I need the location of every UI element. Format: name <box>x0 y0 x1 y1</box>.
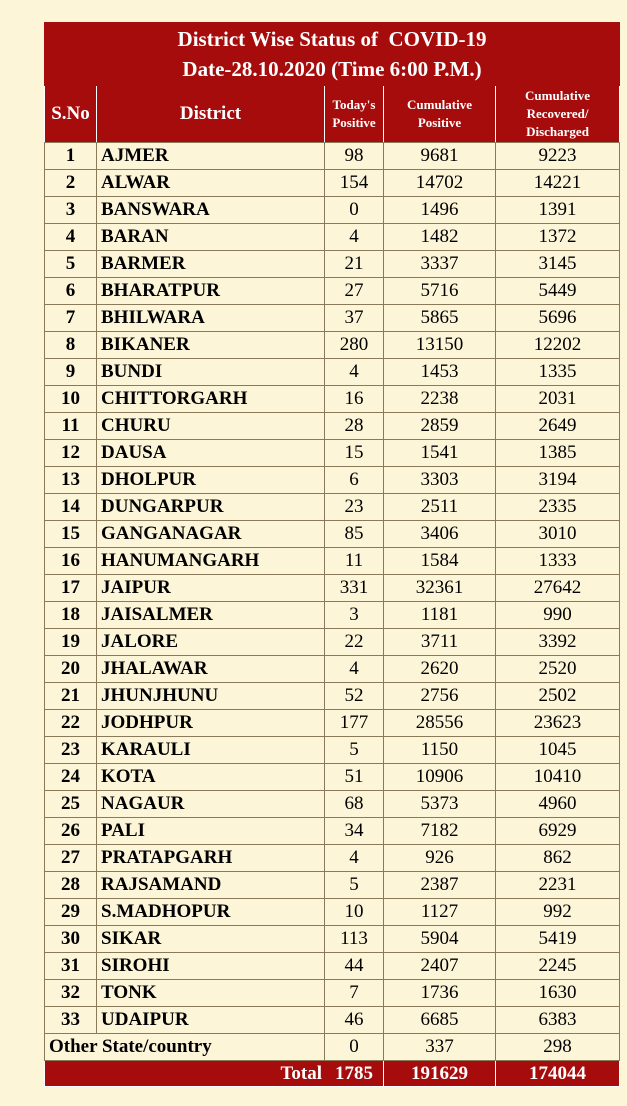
row-cumulative-positive: 13150 <box>384 332 496 359</box>
row-today-positive: 85 <box>325 521 384 548</box>
column-header-row <box>45 86 620 143</box>
row-today-positive: 15 <box>325 440 384 467</box>
row-cumulative-positive: 2407 <box>384 953 496 980</box>
covid-status-table-container <box>44 22 591 1087</box>
header-today-positive <box>325 86 384 143</box>
table-row <box>45 683 620 710</box>
row-district: DUNGARPUR <box>97 494 325 521</box>
row-district: NAGAUR <box>97 791 325 818</box>
row-cumulative-recovered: 3194 <box>496 467 620 494</box>
row-sno: 12 <box>45 440 97 467</box>
row-today-positive: 113 <box>325 926 384 953</box>
table-row <box>45 143 620 170</box>
row-cumulative-recovered: 1391 <box>496 197 620 224</box>
row-today-positive: 4 <box>325 359 384 386</box>
row-sno: 18 <box>45 602 97 629</box>
row-today-positive: 52 <box>325 683 384 710</box>
row-sno: 14 <box>45 494 97 521</box>
covid-status-table <box>44 22 620 1087</box>
row-cumulative-positive: 7182 <box>384 818 496 845</box>
table-title <box>45 23 620 86</box>
header-cum-rec-line2: Recovered/ <box>526 106 589 121</box>
row-district: KARAULI <box>97 737 325 764</box>
row-district: BHILWARA <box>97 305 325 332</box>
row-cumulative-positive: 3711 <box>384 629 496 656</box>
table-row <box>45 575 620 602</box>
row-cumulative-recovered: 5696 <box>496 305 620 332</box>
row-district: CHITTORGARH <box>97 386 325 413</box>
table-row <box>45 170 620 197</box>
row-district: AJMER <box>97 143 325 170</box>
row-today-positive: 68 <box>325 791 384 818</box>
row-cumulative-recovered: 1630 <box>496 980 620 1007</box>
row-district: S.MADHOPUR <box>97 899 325 926</box>
row-sno: 33 <box>45 1007 97 1034</box>
row-sno: 15 <box>45 521 97 548</box>
table-row <box>45 602 620 629</box>
row-cumulative-recovered: 1335 <box>496 359 620 386</box>
table-row <box>45 791 620 818</box>
row-cumulative-recovered: 23623 <box>496 710 620 737</box>
row-district: BARAN <box>97 224 325 251</box>
header-today-line2: Positive <box>332 115 376 130</box>
row-district: SIROHI <box>97 953 325 980</box>
header-cumulative-positive <box>384 86 496 143</box>
row-sno: 29 <box>45 899 97 926</box>
total-cum-positive: 191629 <box>384 1061 496 1087</box>
row-sno: 9 <box>45 359 97 386</box>
row-today-positive: 5 <box>325 737 384 764</box>
row-today-positive: 177 <box>325 710 384 737</box>
row-today-positive: 280 <box>325 332 384 359</box>
row-sno: 16 <box>45 548 97 575</box>
row-today-positive: 7 <box>325 980 384 1007</box>
row-cumulative-recovered: 10410 <box>496 764 620 791</box>
row-cumulative-positive: 28556 <box>384 710 496 737</box>
table-row <box>45 332 620 359</box>
table-row <box>45 494 620 521</box>
row-district: HANUMANGARH <box>97 548 325 575</box>
table-row <box>45 629 620 656</box>
row-today-positive: 98 <box>325 143 384 170</box>
row-district: BUNDI <box>97 359 325 386</box>
row-cumulative-positive: 3337 <box>384 251 496 278</box>
row-district: JHALAWAR <box>97 656 325 683</box>
row-cumulative-recovered: 1333 <box>496 548 620 575</box>
row-cumulative-recovered: 3392 <box>496 629 620 656</box>
row-cumulative-recovered: 2031 <box>496 386 620 413</box>
row-sno: 19 <box>45 629 97 656</box>
row-cumulative-positive: 5865 <box>384 305 496 332</box>
row-sno: 4 <box>45 224 97 251</box>
header-cum-pos-line2: Positive <box>417 115 462 130</box>
row-today-positive: 46 <box>325 1007 384 1034</box>
row-cumulative-recovered: 990 <box>496 602 620 629</box>
row-cumulative-positive: 2859 <box>384 413 496 440</box>
header-cum-rec-line1: Cumulative <box>525 88 591 103</box>
table-row <box>45 197 620 224</box>
row-sno: 32 <box>45 980 97 1007</box>
row-sno: 25 <box>45 791 97 818</box>
row-cumulative-recovered: 6929 <box>496 818 620 845</box>
row-district: GANGANAGAR <box>97 521 325 548</box>
row-district: PALI <box>97 818 325 845</box>
table-row <box>45 872 620 899</box>
row-today-positive: 4 <box>325 845 384 872</box>
row-sno: 7 <box>45 305 97 332</box>
row-today-positive: 27 <box>325 278 384 305</box>
row-today-positive: 22 <box>325 629 384 656</box>
row-sno: 1 <box>45 143 97 170</box>
row-sno: 24 <box>45 764 97 791</box>
other-cum-recovered: 298 <box>496 1034 620 1061</box>
row-district: SIKAR <box>97 926 325 953</box>
row-cumulative-positive: 1584 <box>384 548 496 575</box>
row-cumulative-recovered: 2335 <box>496 494 620 521</box>
row-cumulative-positive: 1453 <box>384 359 496 386</box>
row-cumulative-positive: 3406 <box>384 521 496 548</box>
row-sno: 22 <box>45 710 97 737</box>
row-district: JAISALMER <box>97 602 325 629</box>
row-today-positive: 4 <box>325 224 384 251</box>
table-row <box>45 251 620 278</box>
row-cumulative-positive: 32361 <box>384 575 496 602</box>
row-cumulative-positive: 14702 <box>384 170 496 197</box>
row-cumulative-recovered: 2245 <box>496 953 620 980</box>
table-row <box>45 548 620 575</box>
row-cumulative-recovered: 4960 <box>496 791 620 818</box>
other-today: 0 <box>325 1034 384 1061</box>
row-district: CHURU <box>97 413 325 440</box>
table-row <box>45 899 620 926</box>
row-cumulative-positive: 1150 <box>384 737 496 764</box>
table-row <box>45 386 620 413</box>
table-row <box>45 440 620 467</box>
row-cumulative-recovered: 2502 <box>496 683 620 710</box>
other-cum-positive: 337 <box>384 1034 496 1061</box>
row-sno: 6 <box>45 278 97 305</box>
row-today-positive: 10 <box>325 899 384 926</box>
row-cumulative-positive: 1541 <box>384 440 496 467</box>
row-cumulative-positive: 10906 <box>384 764 496 791</box>
row-sno: 3 <box>45 197 97 224</box>
row-cumulative-recovered: 2231 <box>496 872 620 899</box>
row-cumulative-positive: 9681 <box>384 143 496 170</box>
row-district: BANSWARA <box>97 197 325 224</box>
row-cumulative-recovered: 5449 <box>496 278 620 305</box>
row-today-positive: 28 <box>325 413 384 440</box>
row-district: DAUSA <box>97 440 325 467</box>
row-district: UDAIPUR <box>97 1007 325 1034</box>
row-sno: 28 <box>45 872 97 899</box>
row-district: PRATAPGARH <box>97 845 325 872</box>
row-cumulative-recovered: 27642 <box>496 575 620 602</box>
row-cumulative-recovered: 9223 <box>496 143 620 170</box>
row-district: TONK <box>97 980 325 1007</box>
row-sno: 11 <box>45 413 97 440</box>
row-cumulative-positive: 1181 <box>384 602 496 629</box>
row-district: RAJSAMAND <box>97 872 325 899</box>
row-sno: 20 <box>45 656 97 683</box>
row-today-positive: 51 <box>325 764 384 791</box>
row-cumulative-recovered: 14221 <box>496 170 620 197</box>
row-today-positive: 3 <box>325 602 384 629</box>
row-today-positive: 21 <box>325 251 384 278</box>
row-sno: 23 <box>45 737 97 764</box>
row-cumulative-recovered: 3145 <box>496 251 620 278</box>
row-cumulative-recovered: 1045 <box>496 737 620 764</box>
row-district: DHOLPUR <box>97 467 325 494</box>
table-title-row <box>45 23 620 86</box>
row-today-positive: 5 <box>325 872 384 899</box>
row-cumulative-positive: 1482 <box>384 224 496 251</box>
row-cumulative-recovered: 2649 <box>496 413 620 440</box>
row-today-positive: 44 <box>325 953 384 980</box>
table-row <box>45 845 620 872</box>
row-district: BHARATPUR <box>97 278 325 305</box>
header-sno: S.No <box>45 86 97 143</box>
row-cumulative-positive: 2511 <box>384 494 496 521</box>
row-sno: 27 <box>45 845 97 872</box>
row-cumulative-positive: 2238 <box>384 386 496 413</box>
header-cum-rec-line3: Discharged <box>526 124 589 139</box>
table-row <box>45 305 620 332</box>
row-cumulative-recovered: 1385 <box>496 440 620 467</box>
table-row <box>45 737 620 764</box>
row-district: JODHPUR <box>97 710 325 737</box>
total-cum-recovered: 174044 <box>496 1061 620 1087</box>
row-cumulative-recovered: 1372 <box>496 224 620 251</box>
row-district: KOTA <box>97 764 325 791</box>
row-sno: 26 <box>45 818 97 845</box>
row-cumulative-positive: 6685 <box>384 1007 496 1034</box>
row-today-positive: 37 <box>325 305 384 332</box>
total-today: 1785 <box>325 1061 384 1087</box>
row-today-positive: 34 <box>325 818 384 845</box>
row-today-positive: 4 <box>325 656 384 683</box>
header-cumulative-recovered <box>496 86 620 143</box>
row-cumulative-recovered: 12202 <box>496 332 620 359</box>
row-district: BARMER <box>97 251 325 278</box>
table-row <box>45 467 620 494</box>
title-line-1: District Wise Status of COVID-19 <box>177 27 487 51</box>
row-sno: 30 <box>45 926 97 953</box>
row-cumulative-positive: 926 <box>384 845 496 872</box>
table-row <box>45 764 620 791</box>
row-district: JHUNJHUNU <box>97 683 325 710</box>
row-cumulative-positive: 1127 <box>384 899 496 926</box>
row-cumulative-positive: 5716 <box>384 278 496 305</box>
table-row <box>45 926 620 953</box>
title-line-2: Date-28.10.2020 (Time 6:00 P.M.) <box>182 57 482 81</box>
row-district: JAIPUR <box>97 575 325 602</box>
row-district: BIKANER <box>97 332 325 359</box>
row-today-positive: 16 <box>325 386 384 413</box>
row-sno: 2 <box>45 170 97 197</box>
row-cumulative-recovered: 5419 <box>496 926 620 953</box>
row-cumulative-positive: 1736 <box>384 980 496 1007</box>
row-cumulative-positive: 2620 <box>384 656 496 683</box>
row-cumulative-recovered: 862 <box>496 845 620 872</box>
row-cumulative-recovered: 6383 <box>496 1007 620 1034</box>
district-rows <box>45 143 620 1034</box>
table-row <box>45 413 620 440</box>
row-sno: 5 <box>45 251 97 278</box>
row-cumulative-recovered: 3010 <box>496 521 620 548</box>
row-cumulative-positive: 1496 <box>384 197 496 224</box>
table-row <box>45 521 620 548</box>
header-today-line1: Today's <box>332 97 376 112</box>
table-row <box>45 224 620 251</box>
header-district: District <box>97 86 325 143</box>
row-cumulative-positive: 2756 <box>384 683 496 710</box>
row-cumulative-positive: 2387 <box>384 872 496 899</box>
table-row <box>45 818 620 845</box>
row-today-positive: 154 <box>325 170 384 197</box>
row-today-positive: 11 <box>325 548 384 575</box>
table-row <box>45 359 620 386</box>
total-label: Total <box>45 1061 325 1087</box>
row-cumulative-recovered: 992 <box>496 899 620 926</box>
row-sno: 13 <box>45 467 97 494</box>
row-cumulative-positive: 3303 <box>384 467 496 494</box>
row-district: ALWAR <box>97 170 325 197</box>
row-sno: 31 <box>45 953 97 980</box>
row-district: JALORE <box>97 629 325 656</box>
row-sno: 21 <box>45 683 97 710</box>
row-cumulative-positive: 5373 <box>384 791 496 818</box>
row-cumulative-positive: 5904 <box>384 926 496 953</box>
header-cum-pos-line1: Cumulative <box>407 97 472 112</box>
total-row <box>45 1061 620 1087</box>
table-row <box>45 953 620 980</box>
row-sno: 17 <box>45 575 97 602</box>
row-sno: 8 <box>45 332 97 359</box>
row-cumulative-recovered: 2520 <box>496 656 620 683</box>
row-today-positive: 0 <box>325 197 384 224</box>
other-label: Other State/country <box>45 1034 325 1061</box>
row-today-positive: 331 <box>325 575 384 602</box>
table-row <box>45 656 620 683</box>
table-row <box>45 980 620 1007</box>
row-sno: 10 <box>45 386 97 413</box>
table-row <box>45 1007 620 1034</box>
other-state-row <box>45 1034 620 1061</box>
row-today-positive: 23 <box>325 494 384 521</box>
table-row <box>45 710 620 737</box>
row-today-positive: 6 <box>325 467 384 494</box>
table-row <box>45 278 620 305</box>
